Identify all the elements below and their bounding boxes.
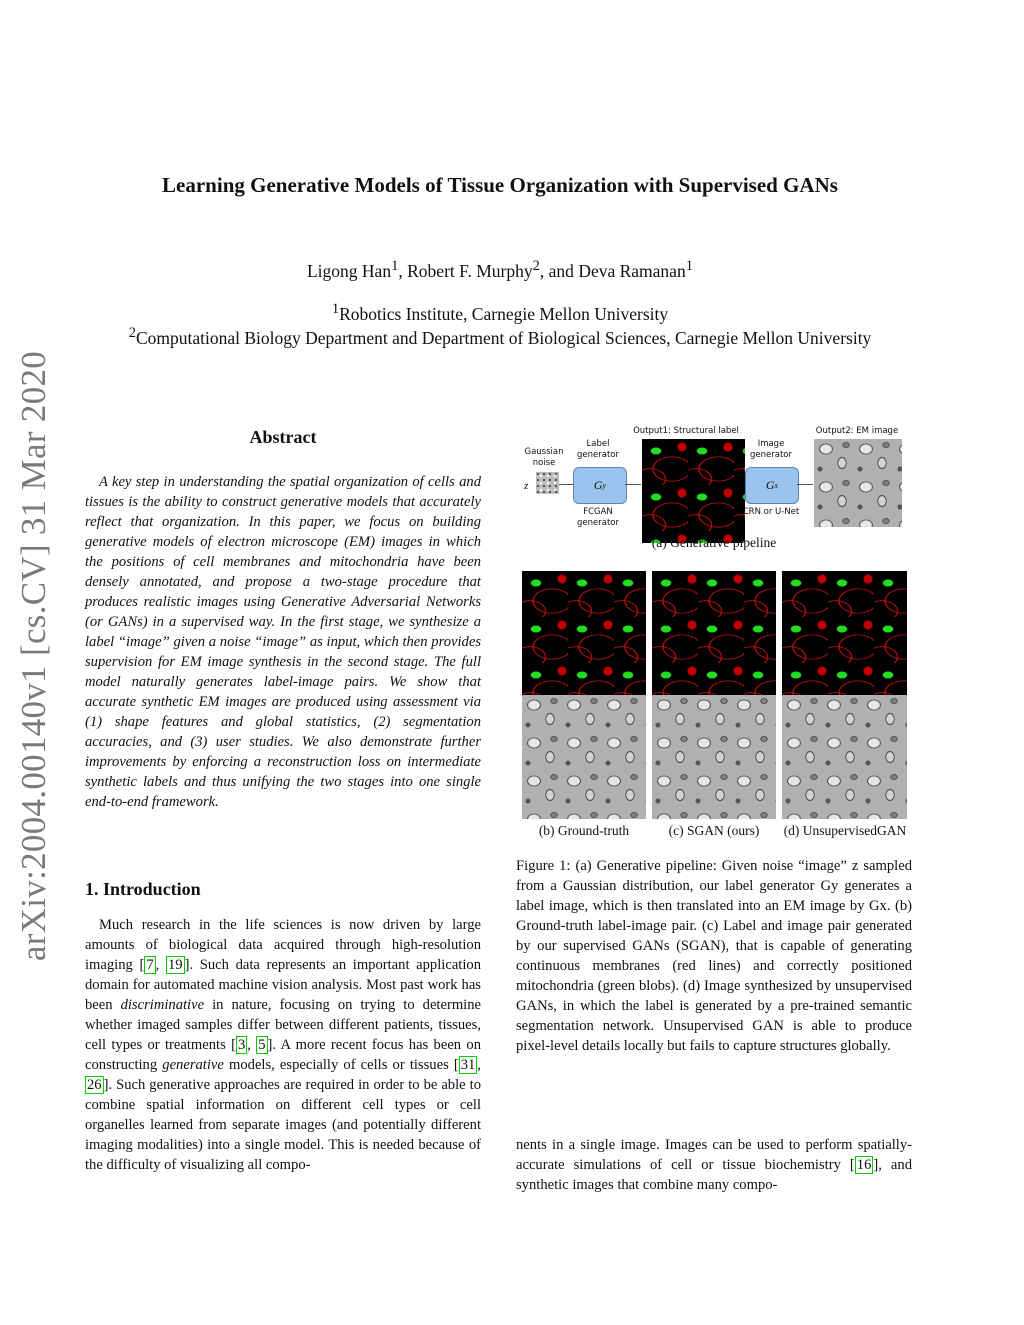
noise-image [536, 472, 559, 494]
affiliation-mark: 1 [391, 258, 399, 274]
citation-link[interactable]: 26 [87, 1077, 102, 1093]
arrow-line [797, 484, 813, 485]
affiliation-mark: 1 [331, 301, 340, 317]
emphasis-text: discriminative [120, 997, 205, 1013]
unsupervised-gan-em-image [782, 695, 907, 819]
z-symbol: z [524, 480, 529, 492]
citation-link[interactable]: 7 [146, 957, 154, 973]
citation-link[interactable]: 16 [856, 1157, 872, 1173]
affiliation-text: Computational Biology Department and Department of Biological Sciences, Carnegie Mellon University [135, 327, 872, 348]
subcaption-b: (b) Ground-truth [538, 823, 630, 838]
affiliation-2 [110, 322, 890, 350]
body-text: . A more recent focus has been on constructing [85, 1037, 482, 1073]
affiliation-mark: 2 [128, 325, 136, 341]
image-generator-box [745, 467, 799, 504]
author-name: Robert F. Murphy [407, 260, 533, 281]
sgan-em-image [652, 695, 776, 819]
abstract-text: A key step in understanding the spatial organization of cells and tissues is the ability to construct generative models that accurately reflect that organization. In this paper, we focus on building generative models of electron microscope (EM) images in which the positions of cell membranes and mitochondria have been densely annotated, and propose a two-stage procedure that produces realistic images using Generative Adversarial Networks (or GANs) in a supervised way. In the first stage, we synthesize a label “image” given a noise “image” as input, which then provides supervision for EM image synthesis in the second stage. The full model naturally generates label-image pairs. We show that accurate synthetic EM images are produced using assessment via (1) shape features and global statistics, (2) segmentation accuracies, and (3) user studies. We also demonstrate further improvements by enforcing a reconstruction loss on intermediate synthetic labels and thus unifying the two stages into one single end-to-end framework. [85, 474, 481, 810]
arrow-line [559, 484, 573, 485]
gaussian-noise-label: Gaussian noise [524, 447, 564, 468]
body-text: . Such generative approaches are required in order to be able to combine spatial information on different cell types or cell organelles learned from separate images (and potentially different imaging modalities) into a single model. This is needed because of the difficulty of visualizing all compo- [85, 1077, 481, 1173]
gx-symbol: G [765, 478, 775, 492]
affiliation-mark: 2 [532, 258, 540, 274]
body-text: Much research in the life sciences is now driven by large amounts of biological data acquired through high-resolution imaging [85, 917, 481, 973]
body-text: . Such data represents an important application domain for automated machine vision analysis. Most past work has been [85, 957, 481, 1013]
section-heading-introduction: 1. Introduction [85, 879, 201, 899]
structural-label-image [642, 439, 745, 543]
body-text: in nature, focusing on trying to determine whether imaged samples differ between different patients, tissues, cell types or treatments [85, 997, 482, 1053]
body-text: nents in a single image. Images can be used to perform spatially-accurate simulations of cell or tissue biochemistry [516, 1137, 912, 1173]
figure-caption: Figure 1: (a) Generative pipeline: Given noise “image” z sampled from a Gaussian distribution, our label generator Gy generates a label image, which is then translated into an EM image by Gx. (b) Ground-truth label-image pair. (c) Label and image pair generated by our supervised GANs (SGAN), that is capable of generating continuous membranes (red lines) and correctly positioned mitochondria (green blobs). (d) Image synthesized by unsupervised GANs, in which the label is generated by a pre-trained semantic segmentation network. Unsupervised GAN is able to produce pixel-level details locally but fails to capture structures globally. [516, 858, 912, 1054]
gy-subscript: y [602, 481, 607, 490]
citation-link[interactable]: 3 [237, 1037, 246, 1053]
ground-truth-label-image [522, 571, 646, 695]
subcaption-a: (a) Generative pipeline [651, 535, 777, 550]
citation-link[interactable]: 19 [167, 957, 183, 973]
output2-label: Output2: EM image [815, 426, 899, 436]
label-generator-label: Label generator [577, 439, 619, 460]
em-output-image [814, 439, 902, 527]
author-name: Deva Ramanan [578, 260, 686, 281]
arrow-line [625, 484, 641, 485]
unsupervised-gan-label-image [782, 571, 907, 695]
fcgan-generator-label: FCGAN generator [577, 507, 619, 528]
label-generator-box [573, 467, 627, 504]
body-text-continued: nents in a single image. Images can be used to perform spatially-accurate simulations of cell or tissue biochemistry [ 16 ], and synthetic images that combine many compo- [516, 1137, 912, 1193]
gy-symbol: G [593, 478, 603, 492]
citation-link[interactable]: 5 [258, 1037, 266, 1053]
crn-unet-label: CRN or U-Net [742, 507, 800, 517]
gx-subscript: x [774, 481, 779, 490]
emphasis-text: generative [162, 1057, 224, 1073]
body-text: models, especially of cells or tissues [229, 1057, 449, 1073]
author-name: Ligong Han [306, 260, 392, 281]
body-text: , and synthetic images that combine many compo- [516, 1157, 912, 1193]
paper-title: Learning Generative Models of Tissue Organization with Supervised GANs [162, 173, 838, 197]
affiliation-text: Robotics Institute, Carnegie Mellon University [339, 303, 669, 324]
subcaption-d: (d) UnsupervisedGAN [783, 823, 907, 838]
sgan-label-image [652, 571, 776, 695]
image-generator-label: Image generator [750, 439, 792, 460]
citation-link[interactable]: 31 [460, 1057, 476, 1073]
ground-truth-em-image [522, 695, 646, 819]
arxiv-identifier: arXiv:2004.00140v1 [cs.CV] 31 Mar 2020 [14, 350, 53, 962]
affiliation-mark: 1 [685, 258, 693, 274]
subcaption-c: (c) SGAN (ours) [668, 823, 760, 838]
author-list: Ligong Han$^1$, Robert F. Murphy$^2$, and Deva Ramanan$^1$ [306, 258, 693, 281]
abstract-heading: Abstract [249, 427, 317, 447]
output1-label: Output1: Structural label [633, 426, 739, 436]
introduction-text: Much research in the life sciences is now driven by large amounts of biological data acquired through high-resolution imaging [ 7 , 19 ]. Such data represents an important application domain for automated machine vision analysis. Most past work has been discriminative in nature, focusing on trying to determine whether imaged samples differ between different patients, tissues, cell types or treatments [ 3 , 5 ]. A more recent focus has been on constructing generative models, especially of cells or tissues [ 31 , 26 ]. Such generative approaches are required in order to be able to combine spatial information on different cell types or cell organelles learned from separate images (and potentially different imaging modalities) into a single model. This is needed because of the difficulty of visualizing all compo- [85, 917, 482, 1173]
